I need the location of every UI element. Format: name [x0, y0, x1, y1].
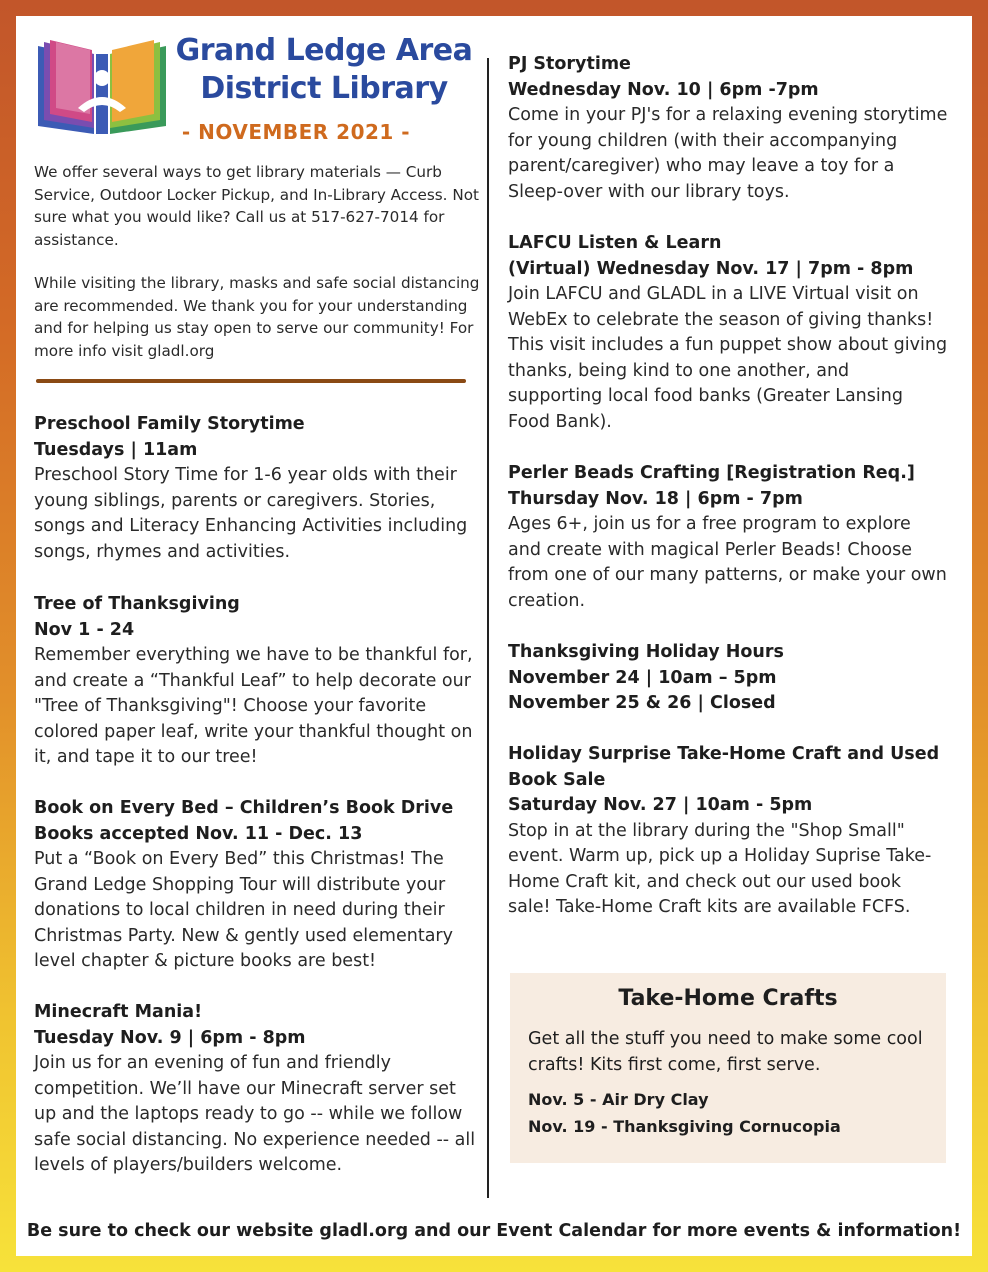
event-title: Tree of Thanksgiving — [34, 594, 240, 614]
event-title: Thanksgiving Holiday Hours — [508, 642, 784, 662]
column-divider — [487, 58, 489, 1198]
event-time: Thursday Nov. 18 | 6pm - 7pm — [508, 488, 803, 509]
event-title: Preschool Family Storytime — [34, 414, 305, 434]
intro-paragraph-safety: While visiting the library, masks and safe social distancing are recommended. We thank you for your understanding and for helping us stay open to serve our community! For more info visit gladl.org — [34, 274, 480, 360]
event-time-secondary: November 25 & 26 | Closed — [508, 693, 776, 713]
event-time: Saturday Nov. 27 | 10am - 5pm — [508, 795, 813, 815]
event-description: Ages 6+, join us for a free program to explore and create with magical Perler Beads! Choose from one of our many patterns, or make your own creation. — [508, 514, 947, 611]
event-time: (Virtual) Wednesday Nov. 17 | 7pm - 8pm — [508, 258, 914, 279]
event-time: Tuesday Nov. 9 | 6pm - 8pm — [34, 1027, 306, 1048]
event-title: Book on Every Bed – Children’s Book Drive — [34, 798, 454, 818]
crafts-description: Get all the stuff you need to make some cool crafts! Kits first come, first serve. — [528, 1029, 923, 1075]
event-tree-of-thanksgiving — [34, 592, 480, 771]
crafts-item: Nov. 19 - Thanksgiving Cornucopia — [528, 1117, 841, 1136]
event-description: Stop in at the library during the "Shop Small" event. Warm up, pick up a Holiday Suprise Take-Home Craft kit, and check out our used book sale! Take-Home Craft kits are available FCFS. — [508, 820, 932, 917]
event-title: PJ Storytime — [508, 54, 631, 74]
event-lafcu-listen-learn — [508, 231, 948, 435]
take-home-crafts-box — [510, 973, 946, 1163]
footer-note: Be sure to check our website gladl.org and our Event Calendar for more events & information! — [26, 1221, 962, 1241]
event-title: LAFCU Listen & Learn — [508, 233, 722, 253]
event-title: Perler Beads Crafting [Registration Req.] — [508, 463, 915, 483]
event-title: Holiday Surprise Take-Home Craft and Used Book Sale — [508, 744, 940, 790]
event-minecraft-mania — [34, 1000, 480, 1179]
library-name-line1: Grand Ledge Area — [175, 33, 473, 68]
event-time: November 24 | 10am – 5pm — [508, 667, 777, 688]
event-time: Books accepted Nov. 11 - Dec. 13 — [34, 823, 363, 844]
section-divider — [36, 379, 466, 383]
crafts-item: Nov. 5 - Air Dry Clay — [528, 1090, 709, 1109]
event-description: Come in your PJ's for a relaxing evening storytime for young children (with their accompanying parent/caregiver) who may leave a toy for a Sleep-over with our library toys. — [508, 105, 948, 202]
event-book-on-every-bed — [34, 796, 480, 975]
flyer-page — [16, 16, 972, 1256]
event-time: Tuesdays | 11am — [34, 439, 198, 460]
event-time: Wednesday Nov. 10 | 6pm -7pm — [508, 79, 819, 100]
event-description: Put a “Book on Every Bed” this Christmas! The Grand Ledge Shopping Tour will distribute your donations to local children in need during their Christmas Party. New & gently used elementary level chapter & picture books are best! — [34, 849, 453, 971]
crafts-heading: Take-Home Crafts — [618, 986, 838, 1011]
month-heading: - NOVEMBER 2021 - — [181, 120, 411, 144]
event-holiday-hours — [508, 640, 948, 717]
event-description: Remember everything we have to be thankful for, and create a “Thankful Leaf” to help decorate our "Tree of Thanksgiving"! Choose your favorite colored paper leaf, write your thankful thought on it, and tape it to our tree! — [34, 645, 473, 767]
library-book-logo — [34, 38, 170, 134]
library-name — [174, 32, 474, 108]
event-title: Minecraft Mania! — [34, 1002, 203, 1022]
event-perler-beads — [508, 461, 948, 614]
intro-paragraph-access: We offer several ways to get library materials — Curb Service, Outdoor Locker Pickup, and In-Library Access. Not sure what you would like? Call us at 517-627-7014 for assistance. — [34, 163, 479, 249]
event-time: Nov 1 - 24 — [34, 619, 135, 640]
event-pj-storytime — [508, 52, 948, 205]
event-holiday-surprise — [508, 742, 948, 921]
event-description: Join us for an evening of fun and friendly competition. We’ll have our Minecraft server set up and the laptops ready to go -- while we follow safe social distancing. No experience needed -- all levels of players/builders welcome. — [34, 1053, 476, 1175]
library-name-line2: District Library — [200, 71, 448, 106]
event-description: Preschool Story Time for 1-6 year olds with their young siblings, parents or caregivers. Stories, songs and Literacy Enhancing Activities including songs, rhymes and activities. — [34, 465, 468, 562]
event-description: Join LAFCU and GLADL in a LIVE Virtual visit on WebEx to celebrate the season of giving thanks! This visit includes a fun puppet show about giving thanks, being kind to one another, and supporting local food banks (Greater Lansing Food Bank). — [508, 284, 948, 432]
event-preschool-storytime — [34, 412, 480, 565]
